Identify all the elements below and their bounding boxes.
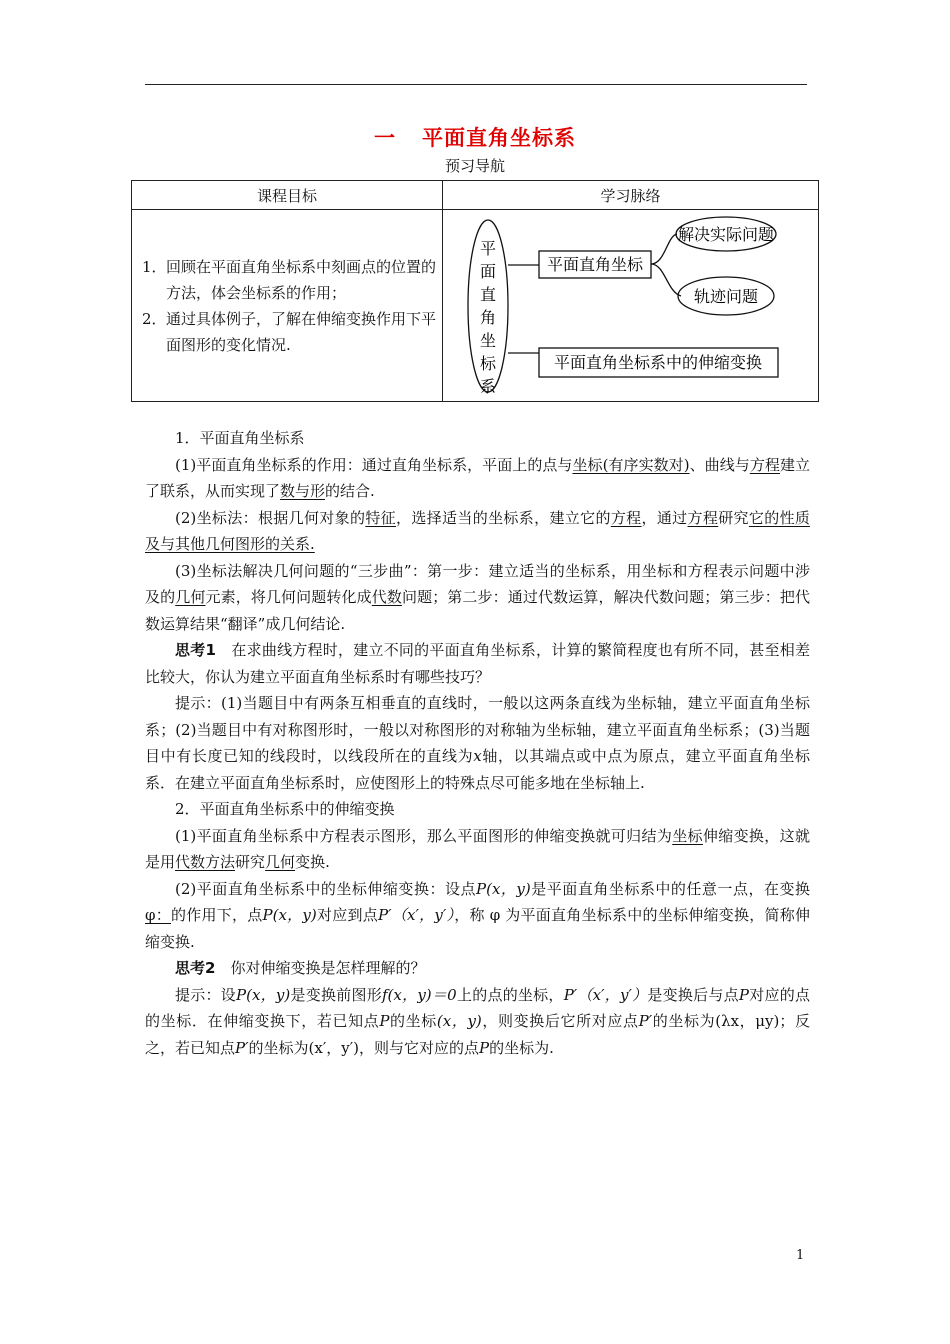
text-run: 、曲线与	[689, 455, 750, 474]
concept-map	[443, 210, 819, 402]
math-expr: P(x，y)	[262, 906, 317, 924]
math-expr: f(x，y)＝0	[381, 985, 457, 1004]
text-run: 的坐标为.	[489, 1038, 554, 1057]
fill-blank: 几何	[265, 853, 296, 871]
fill-blank: 方程	[749, 455, 780, 474]
root-char: 坐	[479, 331, 497, 350]
fill-blank: 数与形	[280, 482, 326, 500]
math-expr: P′（x′，y′）	[563, 985, 648, 1004]
text-run: 变换.	[295, 853, 330, 871]
root-label	[480, 239, 497, 396]
text-run: 你对伸缩变换是怎样理解的？	[230, 959, 426, 977]
math-expr: P′（x′，y′）	[377, 906, 455, 924]
fill-blank: 坐标	[672, 826, 703, 845]
leaf-label-practical: 解决实际问题	[677, 225, 775, 244]
goal-item	[142, 306, 436, 358]
fill-blank: 代数	[371, 588, 402, 606]
connector-line	[651, 264, 681, 296]
concept-map-cell	[443, 210, 819, 402]
text-run: 的结合.	[325, 482, 375, 500]
text-run: 的坐标为(λx，μy)；反之，若已知点	[145, 1012, 810, 1057]
text-run: 研究	[235, 853, 266, 871]
text-run: (1)平面直角坐标系的作用：通过直角坐标系，平面上的点与	[175, 455, 573, 474]
text-run: 在求曲线方程时，建立不同的平面直角坐标系，计算的繁简程度也有所不同，甚至相差比较大，你认为建立平面直角坐标系时有哪些技巧？	[145, 641, 810, 686]
title-number: 一	[374, 126, 396, 150]
paragraph-three-steps	[145, 558, 810, 638]
preview-nav-table	[131, 180, 819, 402]
text-run: 的坐标	[389, 1012, 437, 1030]
text-run: 建立了联系，从而实现了	[145, 455, 810, 500]
goal-item	[142, 254, 436, 306]
root-char: 标	[479, 354, 497, 373]
text-run: 是变换前图形	[290, 985, 382, 1004]
root-char: 直	[479, 285, 497, 304]
paragraph-scaling-1	[145, 823, 810, 876]
node-label-coordinate: 平面直角坐标	[546, 255, 644, 274]
text-run: 上的点的坐标，	[456, 985, 564, 1004]
content-body	[145, 425, 810, 1061]
root-char: 系	[479, 377, 497, 396]
text-run: ，称 φ 为平面直角坐标系中的坐标伸缩变换，简称伸缩变换.	[145, 906, 810, 951]
title-text: 平面直角坐标系	[422, 126, 576, 150]
text-run: (3)坐标法解决几何问题的“三步曲”：第一步：建立适当的坐标系，用坐标和方程表示问题中涉及的	[145, 561, 810, 606]
hint-1	[145, 690, 810, 796]
section-heading: 1．平面直角坐标系	[175, 429, 305, 447]
math-expr: P(x，y)	[236, 985, 291, 1004]
page-number: 1	[796, 1248, 805, 1263]
section-heading: 2．平面直角坐标系中的伸缩变换	[175, 800, 395, 818]
fill-blank: 方程	[610, 508, 642, 527]
math-var: x	[473, 747, 482, 765]
think-question-1	[145, 637, 810, 690]
math-expr: P′	[235, 1038, 249, 1057]
goal-number: 2．	[142, 309, 167, 328]
text-run: 对应到点	[316, 906, 378, 924]
col-goals-header: 课程目标	[132, 181, 443, 210]
leaf-label-trajectory: 轨迹问题	[693, 287, 759, 306]
fill-blank: 几何	[175, 588, 206, 606]
header-rule	[145, 84, 807, 85]
page-title	[0, 122, 950, 152]
goal-text: 通过具体例子，了解在伸缩变换作用下平面图形的变化情况.	[166, 309, 437, 354]
node-label-scaling: 平面直角坐标系中的伸缩变换	[553, 353, 763, 372]
text-run: 元素，将几何问题转化成	[205, 588, 372, 606]
root-char: 面	[479, 262, 497, 281]
text-run: 伸缩变换，这就是用	[145, 826, 810, 871]
text-run: (2)平面直角坐标系中的坐标伸缩变换：设点	[175, 879, 476, 898]
text-run: 对应的点的坐标．在伸缩变换下，若已知点	[145, 985, 810, 1030]
text-run: 轴，以其端点或中点为原点，建立平面直角坐标系．在建立平面直角坐标系时，应使图形上的特殊点尽可能多地在坐标轴上.	[145, 747, 810, 792]
fill-blank: φ：	[145, 906, 171, 924]
fill-blank: 代数方法	[175, 853, 236, 871]
math-expr: P(x，y)	[476, 879, 531, 898]
connector-line	[651, 234, 677, 264]
math-expr: P	[379, 1012, 390, 1030]
text-run: (2)坐标法：根据几何对象的	[175, 508, 366, 527]
text-run: (1)平面直角坐标系中方程表示图形，那么平面图形的伸缩变换就可归结为	[175, 826, 673, 845]
think-label: 思考2	[175, 959, 216, 977]
goal-text: 回顾在平面直角坐标系中刻画点的位置的方法，体会坐标系的作用；	[166, 257, 437, 302]
think-question-2	[145, 955, 810, 982]
fill-blank: 它的性质及与其他几何图形的关系.	[145, 508, 810, 553]
math-expr: (x，y)	[436, 1012, 482, 1030]
text-run: 是平面直角坐标系中的任意一点，在变换	[530, 879, 810, 898]
root-char: 角	[479, 308, 497, 327]
page-subtitle: 预习导航	[444, 157, 505, 175]
fill-blank: 坐标(有序实数对)	[572, 455, 690, 474]
goal-number: 1．	[142, 257, 167, 276]
fill-blank: 方程	[687, 508, 719, 527]
goals-cell	[132, 210, 443, 402]
hint-2	[145, 982, 810, 1062]
text-run: ，通过	[641, 508, 688, 527]
text-run: 提示：(1)当题目中有两条互相垂直的直线时，一般以这两条直线为坐标轴，建立平面直角坐标系；(2)当题目中有对称图形时，一般以对称图形的对称轴为坐标轴，建立平面直角坐标系；(3)当题目中有长度已知的线段时，以线段所在的直线为	[145, 694, 810, 765]
text-run: ，选择适当的坐标系，建立它的	[396, 508, 611, 527]
text-run: 的作用下，点	[171, 906, 263, 924]
think-label: 思考1	[175, 641, 216, 659]
math-expr: P	[478, 1038, 490, 1057]
paragraph-role	[145, 452, 810, 505]
root-char: 平	[479, 239, 497, 258]
math-expr: P	[738, 985, 749, 1004]
text-run: 提示：设	[175, 985, 236, 1004]
text-run: 是变换后与点	[647, 985, 739, 1004]
text-run: 问题；第二步：通过代数运算，解决代数问题；第三步：把代数运算结果“翻译”成几何结论.	[145, 588, 810, 633]
paragraph-coordinate-method	[145, 505, 810, 558]
fill-blank: 特征	[365, 508, 397, 527]
paragraph-scaling-2	[145, 876, 810, 956]
math-expr: P′	[638, 1012, 653, 1030]
text-run: 研究	[718, 508, 749, 527]
text-run: ，则变换后它所对应点	[481, 1012, 639, 1030]
col-map-header: 学习脉络	[443, 181, 819, 210]
text-run: 的坐标为(x′，y′)，则与它对应的点	[248, 1038, 479, 1057]
